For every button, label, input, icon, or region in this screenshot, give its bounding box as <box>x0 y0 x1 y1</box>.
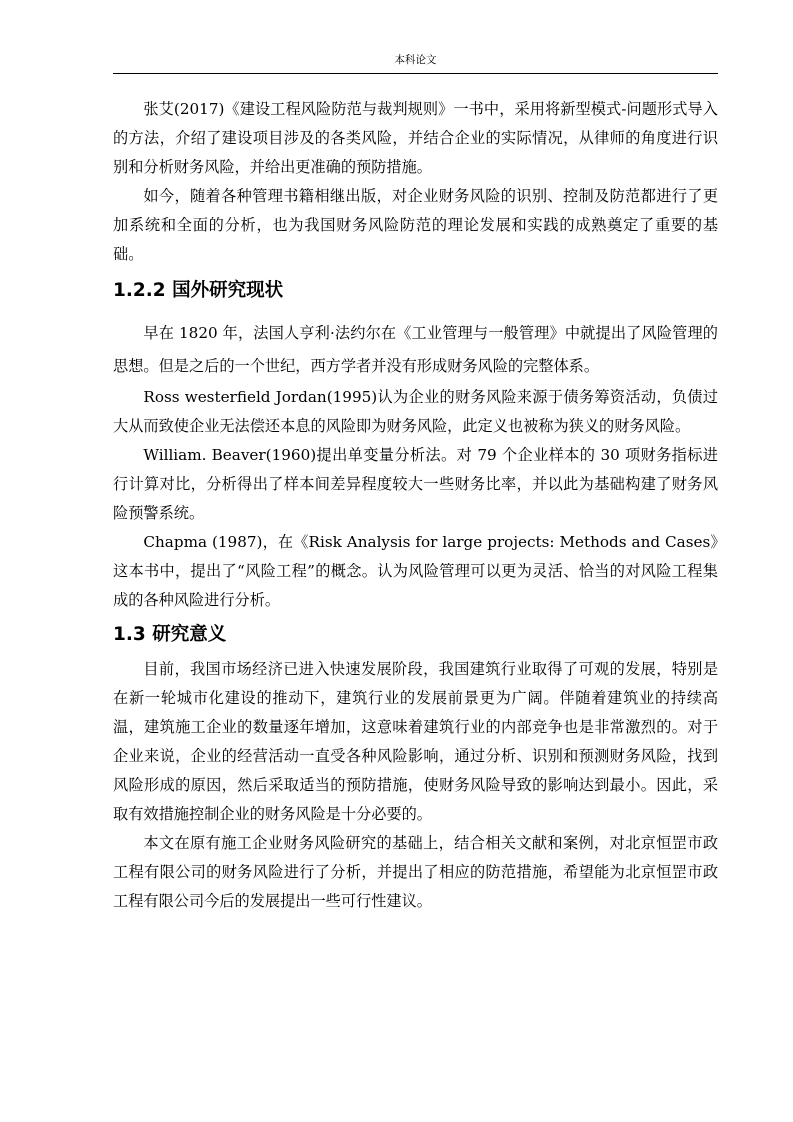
heading-research-significance: 1.3 研究意义 <box>113 624 227 645</box>
paragraph-chapma: Chapma (1987)，在《Risk Analysis for large projects: Methods and Cases》这本书中，提出了“风险工程”的概念。认为风险管理可以更为灵活、恰当的对风险工程集成的各种风险进行分析。 <box>113 533 718 609</box>
paragraph-management-books: 如今，随着各种管理书籍相继出版，对企业财务风险的识别、控制及防范都进行了更加系统和全面的分析，也为我国财务风险防范的理论发展和实践的成熟奠定了重要的基础。 <box>113 187 718 263</box>
paragraph-fayol: 早在 1820 年，法国人亨利·法约尔在《工业管理与一般管理》中就提出了风险管理的思想。但是之后的一个世纪，西方学者并没有形成财务风险的完整体系。 <box>113 324 718 375</box>
document-body <box>113 95 718 916</box>
paragraph-this-paper: 本文在原有施工企业财务风险研究的基础上，结合相关文献和案例，对北京恒罡市政工程有限公司的财务风险进行了分析，并提出了相应的防范措施，希望能为北京恒罡市政工程有限公司今后的发展提出一些可行性建议。 <box>113 834 718 910</box>
paragraph-market-economy: 目前，我国市场经济已进入快速发展阶段，我国建筑行业取得了可观的发展，特别是在新一轮城市化建设的推动下，建筑行业的发展前景更为广阔。伴随着建筑业的持续高温，建筑施工企业的数量逐年增加，这意味着建筑行业的内部竞争也是非常激烈的。对于企业来说，企业的经营活动一直受各种风险影响，通过分析、识别和预测财务风险，找到风险形成的原因，然后采取适当的预防措施，使财务风险导致的影响达到最小。因此，采取有效措施控制企业的财务风险是十分必要的。 <box>113 660 718 823</box>
heading-foreign-research: 1.2.2 国外研究现状 <box>113 280 284 301</box>
header-divider <box>113 73 718 74</box>
page-header: 本科论文 <box>394 54 437 66</box>
paragraph-zhang-ai: 张艾(2017)《建设工程风险防范与裁判规则》一书中，采用将新型模式-问题形式导入的方法，介绍了建设项目涉及的各类风险，并结合企业的实际情况，从律师的角度进行识别和分析财务风险，并给出更准确的预防措施。 <box>113 100 718 176</box>
paragraph-beaver: William. Beaver(1960)提出单变量分析法。对 79 个企业样本的 30 项财务指标进行计算对比，分析得出了样本间差异程度较大一些财务比率，并以此为基础构建了财务风险预警系统。 <box>113 446 718 522</box>
paragraph-ross: Ross westerfield Jordan(1995)认为企业的财务风险来源于债务筹资活动，负债过大从而致使企业无法偿还本息的风险即为财务风险，此定义也被称为狭义的财务风险。 <box>113 388 718 435</box>
